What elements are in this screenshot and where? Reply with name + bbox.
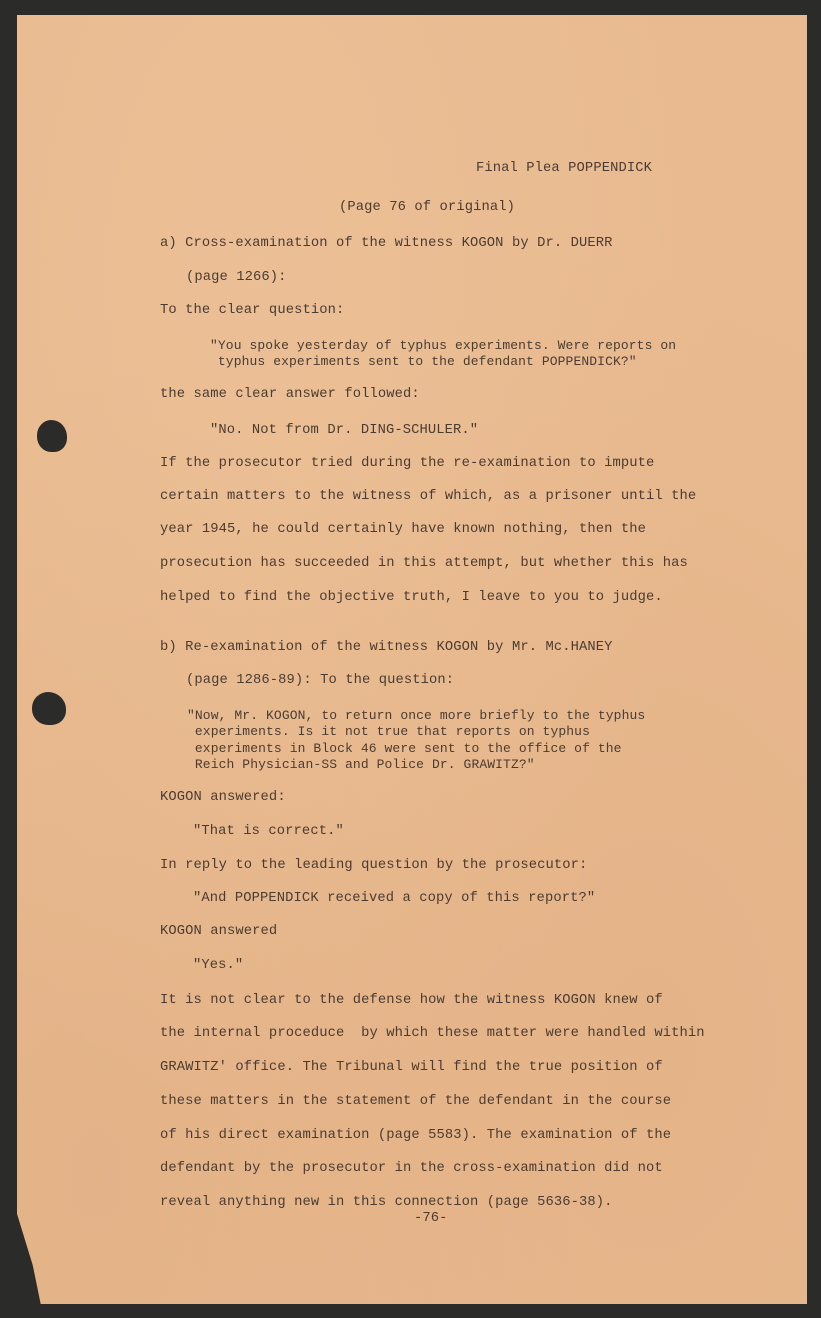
- section-b-question-line: Reich Physician-SS and Police Dr. GRAWITZ?": [187, 757, 535, 772]
- section-b-leading-question: "And POPPENDICK received a copy of this report?": [193, 891, 596, 906]
- punch-hole-bottom: [32, 692, 66, 725]
- section-a-question-line: typhus experiments sent to the defendant POPPENDICK?": [210, 354, 637, 369]
- paragraph-1-line: year 1945, he could certainly have known nothing, then the: [160, 522, 647, 537]
- punch-hole-top: [37, 420, 67, 452]
- document-header: Final Plea POPPENDICK: [476, 161, 652, 176]
- section-a-answer: "No. Not from Dr. DING-SCHULER.": [210, 423, 479, 438]
- paragraph-2-line: the internal proceduce by which these matter were handled within: [160, 1026, 705, 1041]
- paragraph-2-line: reveal anything new in this connection (page 5636-38).: [160, 1195, 613, 1210]
- paragraph-2-line: It is not clear to the defense how the witness KOGON knew of: [160, 993, 663, 1008]
- section-b-answer-2: "Yes.": [193, 958, 244, 973]
- paragraph-2-line: GRAWITZ' office. The Tribunal will find the true position of: [160, 1060, 663, 1075]
- section-b-answer-intro: KOGON answered:: [160, 790, 286, 805]
- section-a-page: (page 1266):: [186, 270, 287, 285]
- footer-page-number: -76-: [414, 1211, 448, 1226]
- section-a-intro: To the clear question:: [160, 303, 345, 318]
- section-b-answer-intro-2: KOGON answered: [160, 924, 278, 939]
- paragraph-1-line: If the prosecutor tried during the re-examination to impute: [160, 456, 655, 471]
- paragraph-1-line: prosecution has succeeded in this attempt, but whether this has: [160, 556, 688, 571]
- paragraph-1-line: certain matters to the witness of which, as a prisoner until the: [160, 489, 697, 504]
- section-b-page: (page 1286-89): To the question:: [186, 673, 455, 688]
- section-b-leading-intro: In reply to the leading question by the prosecutor:: [160, 858, 588, 873]
- section-b-question-line: "Now, Mr. KOGON, to return once more briefly to the typhus: [187, 708, 646, 723]
- paragraph-2-line: of his direct examination (page 5583). The examination of the: [160, 1128, 672, 1143]
- paragraph-2-line: defendant by the prosecutor in the cross-examination did not: [160, 1161, 663, 1176]
- section-a-title: a) Cross-examination of the witness KOGON by Dr. DUERR: [160, 236, 613, 251]
- section-b-question-line: experiments in Block 46 were sent to the office of the: [187, 741, 622, 756]
- section-a-answer-intro: the same clear answer followed:: [160, 387, 420, 402]
- section-b-title: b) Re-examination of the witness KOGON by Mr. Mc.HANEY: [160, 640, 613, 655]
- paragraph-1-line: helped to find the objective truth, I leave to you to judge.: [160, 590, 663, 605]
- page-reference: (Page 76 of original): [339, 200, 515, 215]
- paragraph-2-line: these matters in the statement of the defendant in the course: [160, 1094, 672, 1109]
- section-b-answer: "That is correct.": [193, 824, 344, 839]
- section-b-question-line: experiments. Is it not true that reports on typhus: [187, 724, 590, 739]
- section-a-question-line: "You spoke yesterday of typhus experiments. Were reports on: [210, 338, 677, 353]
